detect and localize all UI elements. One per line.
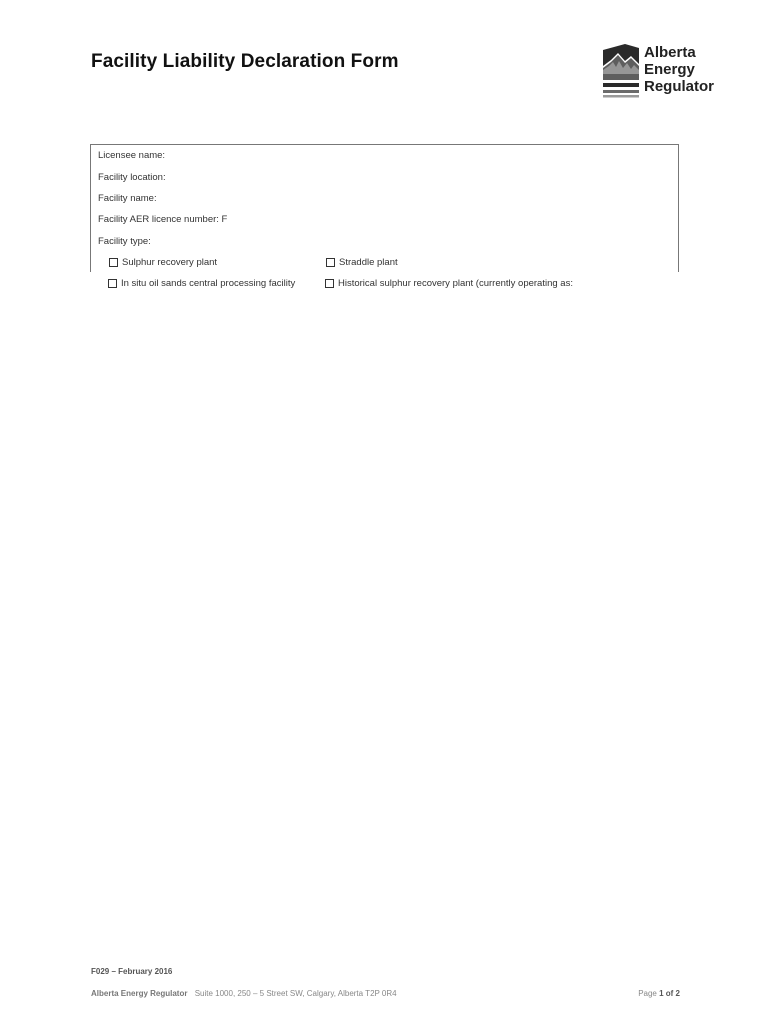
logo-line: Alberta <box>644 44 696 61</box>
footer-org: Alberta Energy Regulator <box>91 989 188 998</box>
checkbox[interactable] <box>109 258 118 267</box>
aer-logo <box>603 44 733 102</box>
licensee-name-field[interactable]: Licensee name: <box>98 150 166 161</box>
facility-licence-field[interactable]: Facility AER licence number: F <box>98 214 228 225</box>
option-label: Straddle plant <box>339 257 398 268</box>
checkbox[interactable] <box>108 279 117 288</box>
facility-name-field[interactable]: Facility name: <box>98 193 157 204</box>
mountain-logo-icon <box>603 44 639 100</box>
logo-wordmark <box>644 44 714 95</box>
option-label: Sulphur recovery plant <box>122 257 218 268</box>
page-current: 1 of 2 <box>659 989 680 998</box>
logo-line: Energy <box>644 61 695 78</box>
option-label: Historical sulphur recovery plant (currently operating as: <box>338 278 573 289</box>
footer-address: Suite 1000, 250 – 5 Street SW, Calgary, Alberta T2P 0R4 <box>194 989 397 998</box>
option-sulphur-recovery[interactable] <box>109 257 217 268</box>
form-code: F029 – February 2016 <box>91 967 173 976</box>
facility-type-label: Facility type: <box>98 236 151 247</box>
page-number <box>638 989 680 998</box>
facility-info-box <box>90 144 679 272</box>
page-prefix: Page <box>638 989 660 998</box>
checkbox[interactable] <box>325 279 334 288</box>
facility-location-field[interactable]: Facility location: <box>98 172 166 183</box>
option-label: In situ oil sands central processing facility <box>121 278 296 289</box>
option-in-situ-oil-sands[interactable] <box>108 278 295 289</box>
option-historical-sulphur[interactable] <box>325 278 573 289</box>
option-straddle-plant[interactable] <box>326 257 398 268</box>
page-title: Facility Liability Declaration Form <box>91 51 399 72</box>
footer-address-line <box>91 989 397 998</box>
checkbox[interactable] <box>326 258 335 267</box>
logo-line: Regulator <box>644 78 715 95</box>
